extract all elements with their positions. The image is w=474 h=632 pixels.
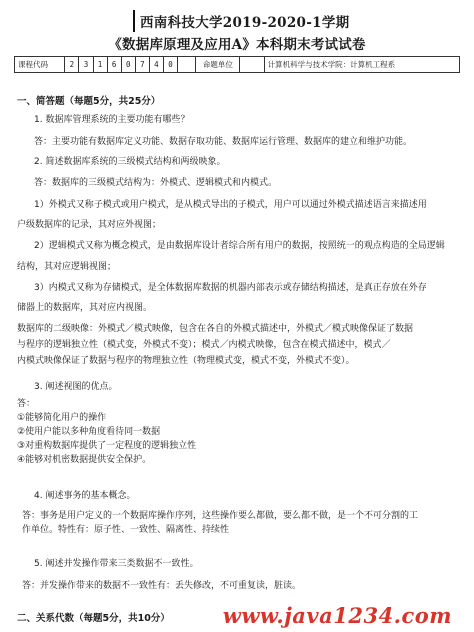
answer-text: ②使用户能以多种角度看待同一数据 (17, 427, 161, 437)
course-code-digit: 2 (65, 57, 79, 73)
question-text: 4. 阐述事务的基本概念。 (34, 491, 136, 501)
dept-value: 计算机科学与技术学院：计算机工程系 (264, 57, 459, 73)
answer-text: ①能够简化用户的操作 (17, 413, 107, 423)
section-heading: 二、关系代数（每题5分，共10分） (17, 613, 170, 624)
dept-label: 命题单位 (196, 57, 240, 73)
answer-text: 答：事务是用户定义的一个数据库操作序列，这些操作要么都做，要么都不做，是一个不可分割的工 (22, 511, 419, 521)
answer-text: 答：并发操作带来的数据不一致性有：丢失修改，不可重复读，脏读。 (22, 581, 302, 591)
answer-text: 数据库的二级映像：外模式／模式映像，包含在各自的外模式描述中，外模式／模式映像保证了数据 (17, 324, 414, 334)
course-code-label: 课程代码 (15, 57, 65, 73)
answer-text: ③对重构数据库提供了一定程度的逻辑独立性 (17, 441, 197, 451)
answer-text: 与程序的逻辑独立性（模式变，外模式不变）；模式／内模式映像，包含在模式描述中，模式／ (17, 340, 391, 350)
question-text: 3. 阐述视图的优点。 (34, 382, 118, 392)
course-code-digit: 7 (135, 57, 149, 73)
answer-text: 作单位。特性有：原子性、一致性、隔离性、持续性 (22, 525, 230, 535)
question-text: 2. 简述数据库系统的三级模式结构和两级映象。 (34, 157, 226, 167)
course-info-table (14, 56, 460, 73)
answer-text: 户级数据库的记录，其对应外视图； (17, 220, 162, 230)
question-text: 1. 数据库管理系统的主要功能有哪些？ (34, 115, 190, 125)
answer-text: 结构，其对应逻辑视图； (17, 262, 117, 272)
answer-text: ④能够对机密数据提供安全保护。 (17, 455, 152, 465)
course-code-digit: 1 (93, 57, 107, 73)
answer-text: 储器上的数据库，其对应内视图。 (17, 303, 153, 313)
exam-term-title: 西南科技大学2019-2020-1学期 (140, 15, 350, 31)
title-margin-bar (133, 10, 135, 32)
question-text: 5. 阐述并发操作带来三类数据不一致性。 (34, 559, 199, 569)
answer-text: 内模式映像保证了数据与程序的物理独立性（物理模式变，模式不变，外模式不变）。 (17, 356, 355, 366)
answer-text: 答：数据库的三级模式结构为：外模式、逻辑模式和内模式。 (34, 178, 278, 188)
empty-cell (178, 57, 196, 73)
exam-course-title: 《数据库原理及应用A》本科期末考试试卷 (108, 37, 366, 53)
course-code-digit: 0 (121, 57, 135, 73)
answer-text: 3）内模式又称为存储模式，是全体数据库数据的机器内部表示或存储结构描述，是真正存放在外存 (34, 283, 427, 293)
answer-text: 2）逻辑模式又称为概念模式，是由数据库设计者综合所有用户的数据，按照统一的观点构造的全局逻辑 (34, 241, 445, 251)
course-code-digit: 4 (149, 57, 163, 73)
course-code-digit: 6 (107, 57, 121, 73)
course-code-digit: 3 (79, 57, 93, 73)
site-watermark: www.java1234.com (222, 603, 452, 628)
answer-text: 1）外模式又称子模式或用户模式，是从模式导出的子模式，用户可以通过外模式描述语言来描述用 (34, 200, 427, 210)
answer-text: 答：主要功能有数据库定义功能、数据存取功能、数据库运行管理、数据库的建立和维护功能。 (34, 137, 413, 147)
empty-cell (240, 57, 264, 73)
course-code-digit: 0 (163, 57, 177, 73)
section-heading: 一、简答题（每题5分，共25分） (17, 96, 161, 107)
answer-text: 答： (17, 399, 36, 409)
